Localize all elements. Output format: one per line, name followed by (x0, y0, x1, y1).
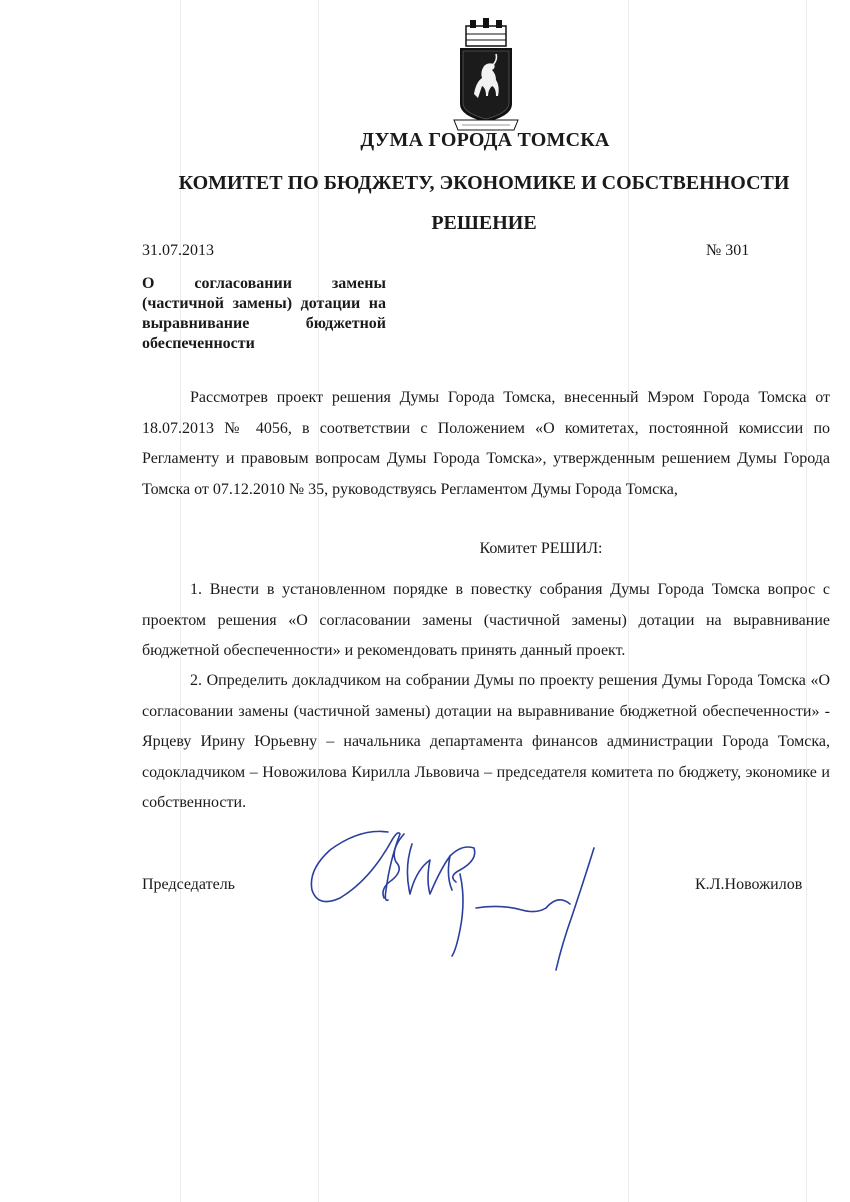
resolution-item: 1. Внести в установленном порядке в повестку собрания Думы Города Томска вопрос с проектом решения «О согласовании замены (частичной замены) дотации на выравнивание бюджетной обеспеченности» и рекомендовать принять данный проект. (142, 581, 830, 659)
tomsk-coat-of-arms-icon (452, 16, 520, 134)
document-number: № 301 (706, 242, 750, 259)
signatory-name: К.Л.Новожилов (695, 876, 803, 893)
resolved-heading: Комитет РЕШИЛ: (479, 540, 603, 557)
resolution-item: 2. Определить докладчиком на собрании Думы по проекту решения Думы Города Томска «О согласовании замены (частичной замены) дотации на выравнивание бюджетной обеспеченности» - Ярцеву Ирину Юрьевну – начальника департамента финансов администрации Города Томска, содокладчиком – Новожилова Кирилла Львовича – председателя комитета по бюджету, экономике и собственности. (142, 672, 830, 811)
signatory-position: Председатель (142, 876, 235, 893)
intro-paragraph: Рассмотрев проект решения Думы Города Томска, внесенный Мэром Города Томска от 18.07.2013 № 4056, в соответствии с Положением «О комитетах, постоянной комиссии по Регламенту и правовым вопросам Думы Города Томска», утвержденным решением Думы Города Томска от 07.12.2010 № 35, руководствуясь Регламентом Думы Города Томска, (142, 389, 830, 498)
document-date: 31.07.2013 (142, 242, 214, 259)
document-subject: О согласовании замены (частичной замены) дотации на выравнивание бюджетной обеспеченности (142, 275, 386, 352)
document-type-title: РЕШЕНИЕ (431, 212, 537, 234)
organization-title: ДУМА ГОРОДА ТОМСКА (360, 129, 610, 151)
handwritten-signature (300, 820, 610, 980)
committee-title: КОМИТЕТ ПО БЮДЖЕТУ, ЭКОНОМИКЕ И СОБСТВЕННОСТИ (178, 172, 790, 194)
